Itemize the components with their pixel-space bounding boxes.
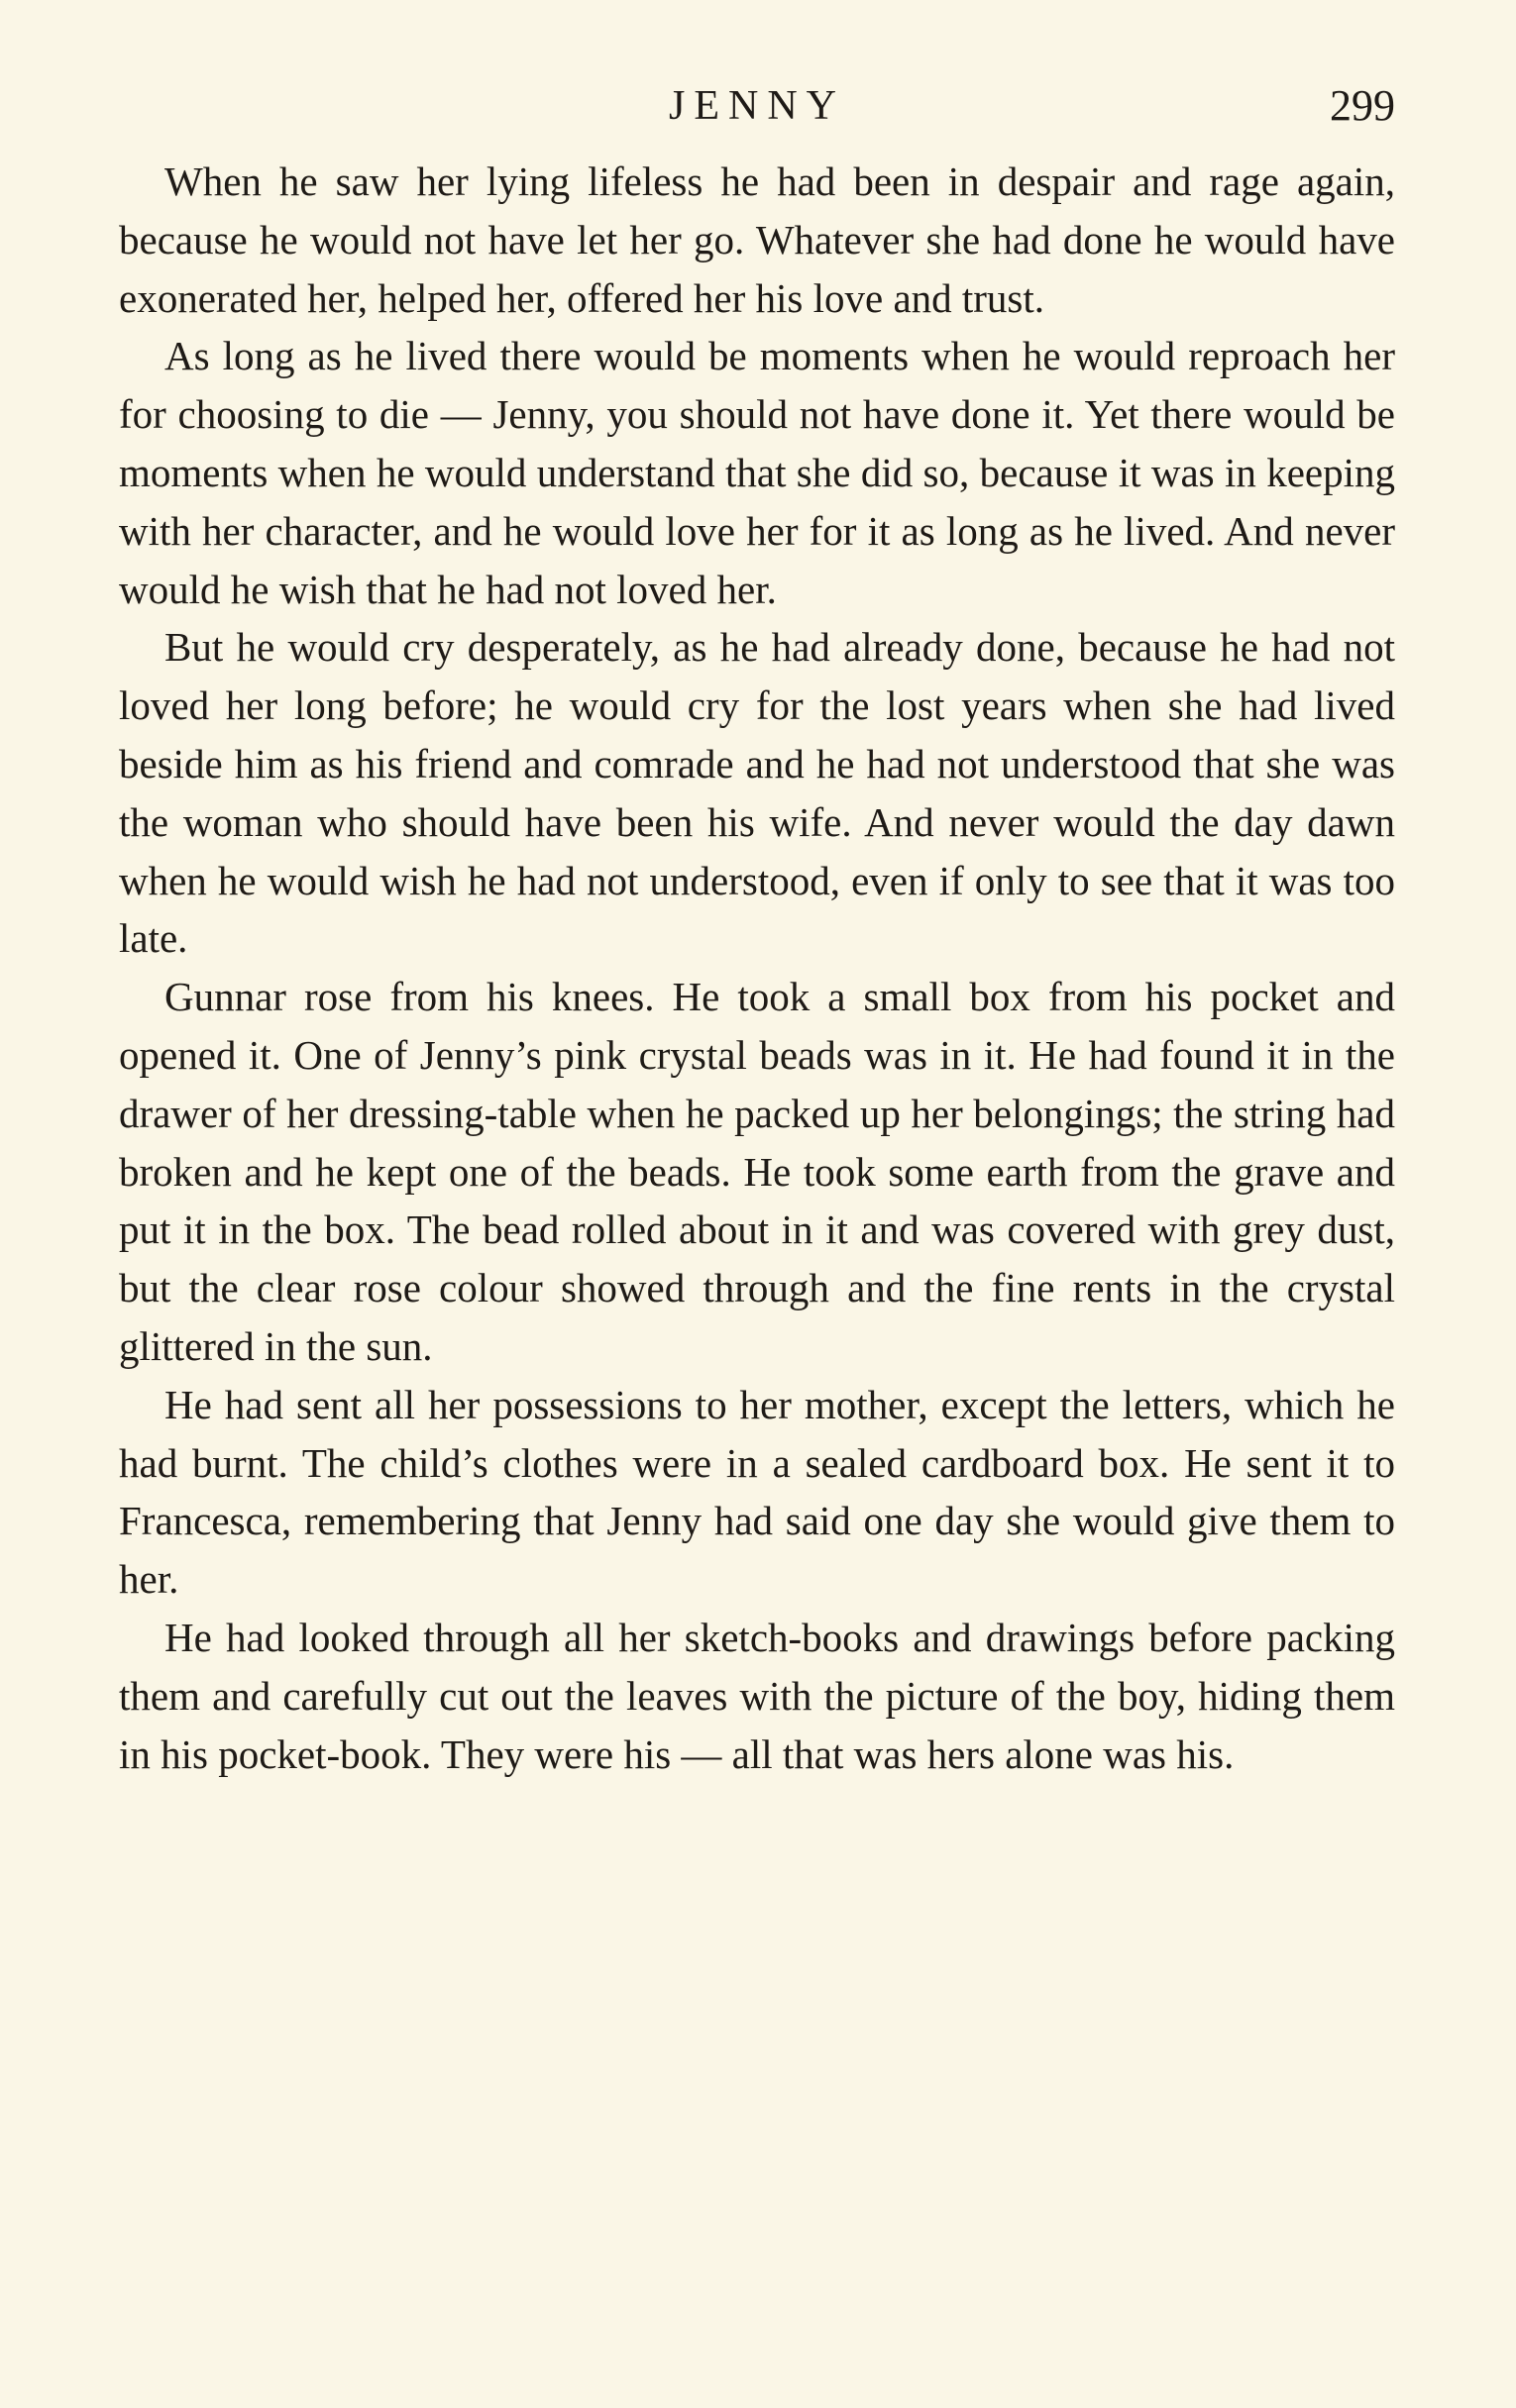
paragraph: But he would cry desperately, as he had already done, because he had not loved her long before; he would cry for the lost years when she had lived beside him as his friend and comrade and he had not understood that she was the woman who should have been his wife. And never would the day dawn when he would wish he had not understood, even if only to see that it was too late. [119,624,1395,962]
body-text [119,153,1395,1783]
paragraph: When he saw her lying lifeless he had been in despair and rage again, because he would not have let her go. Whatever she had done he would have exonerated her, helped her, offered her his love and trust. [119,158,1395,321]
paragraph: As long as he lived there would be moments when he would reproach her for choosing to die — Jenny, you should not have done it. Yet there would be moments when he would understand that she did so, because it was in keeping with her character, and he would love her for it as long as he lived. And never would he wish that he had not loved her. [119,333,1395,612]
page-number: 299 [1330,81,1395,130]
paragraph: He had sent all her possessions to her mother, except the letters, which he had burnt. The child’s clothes were in a sealed cardboard box. He sent it to Francesca, remembering that Jenny had said one day she would give them to her. [119,1381,1395,1603]
paragraph: He had looked through all her sketch-books and drawings before packing them and carefully cut out the leaves with the picture of the boy, hiding them in his pocket-book. They were his — all that was hers alone was his. [119,1614,1395,1777]
running-head [119,71,1395,141]
paragraph: Gunnar rose from his knees. He took a small box from his pocket and opened it. One of Jenny’s pink crystal beads was in it. He had found it in the drawer of her dressing-table when he packed up her belongings; the string had broken and he kept one of the beads. He took some earth from the grave and put it in the box. The bead rolled about in it and was covered with grey dust, but the clear rose colour showed through and the fine rents in the crystal glittered in the sun. [119,974,1395,1369]
running-title: JENNY [669,83,845,129]
